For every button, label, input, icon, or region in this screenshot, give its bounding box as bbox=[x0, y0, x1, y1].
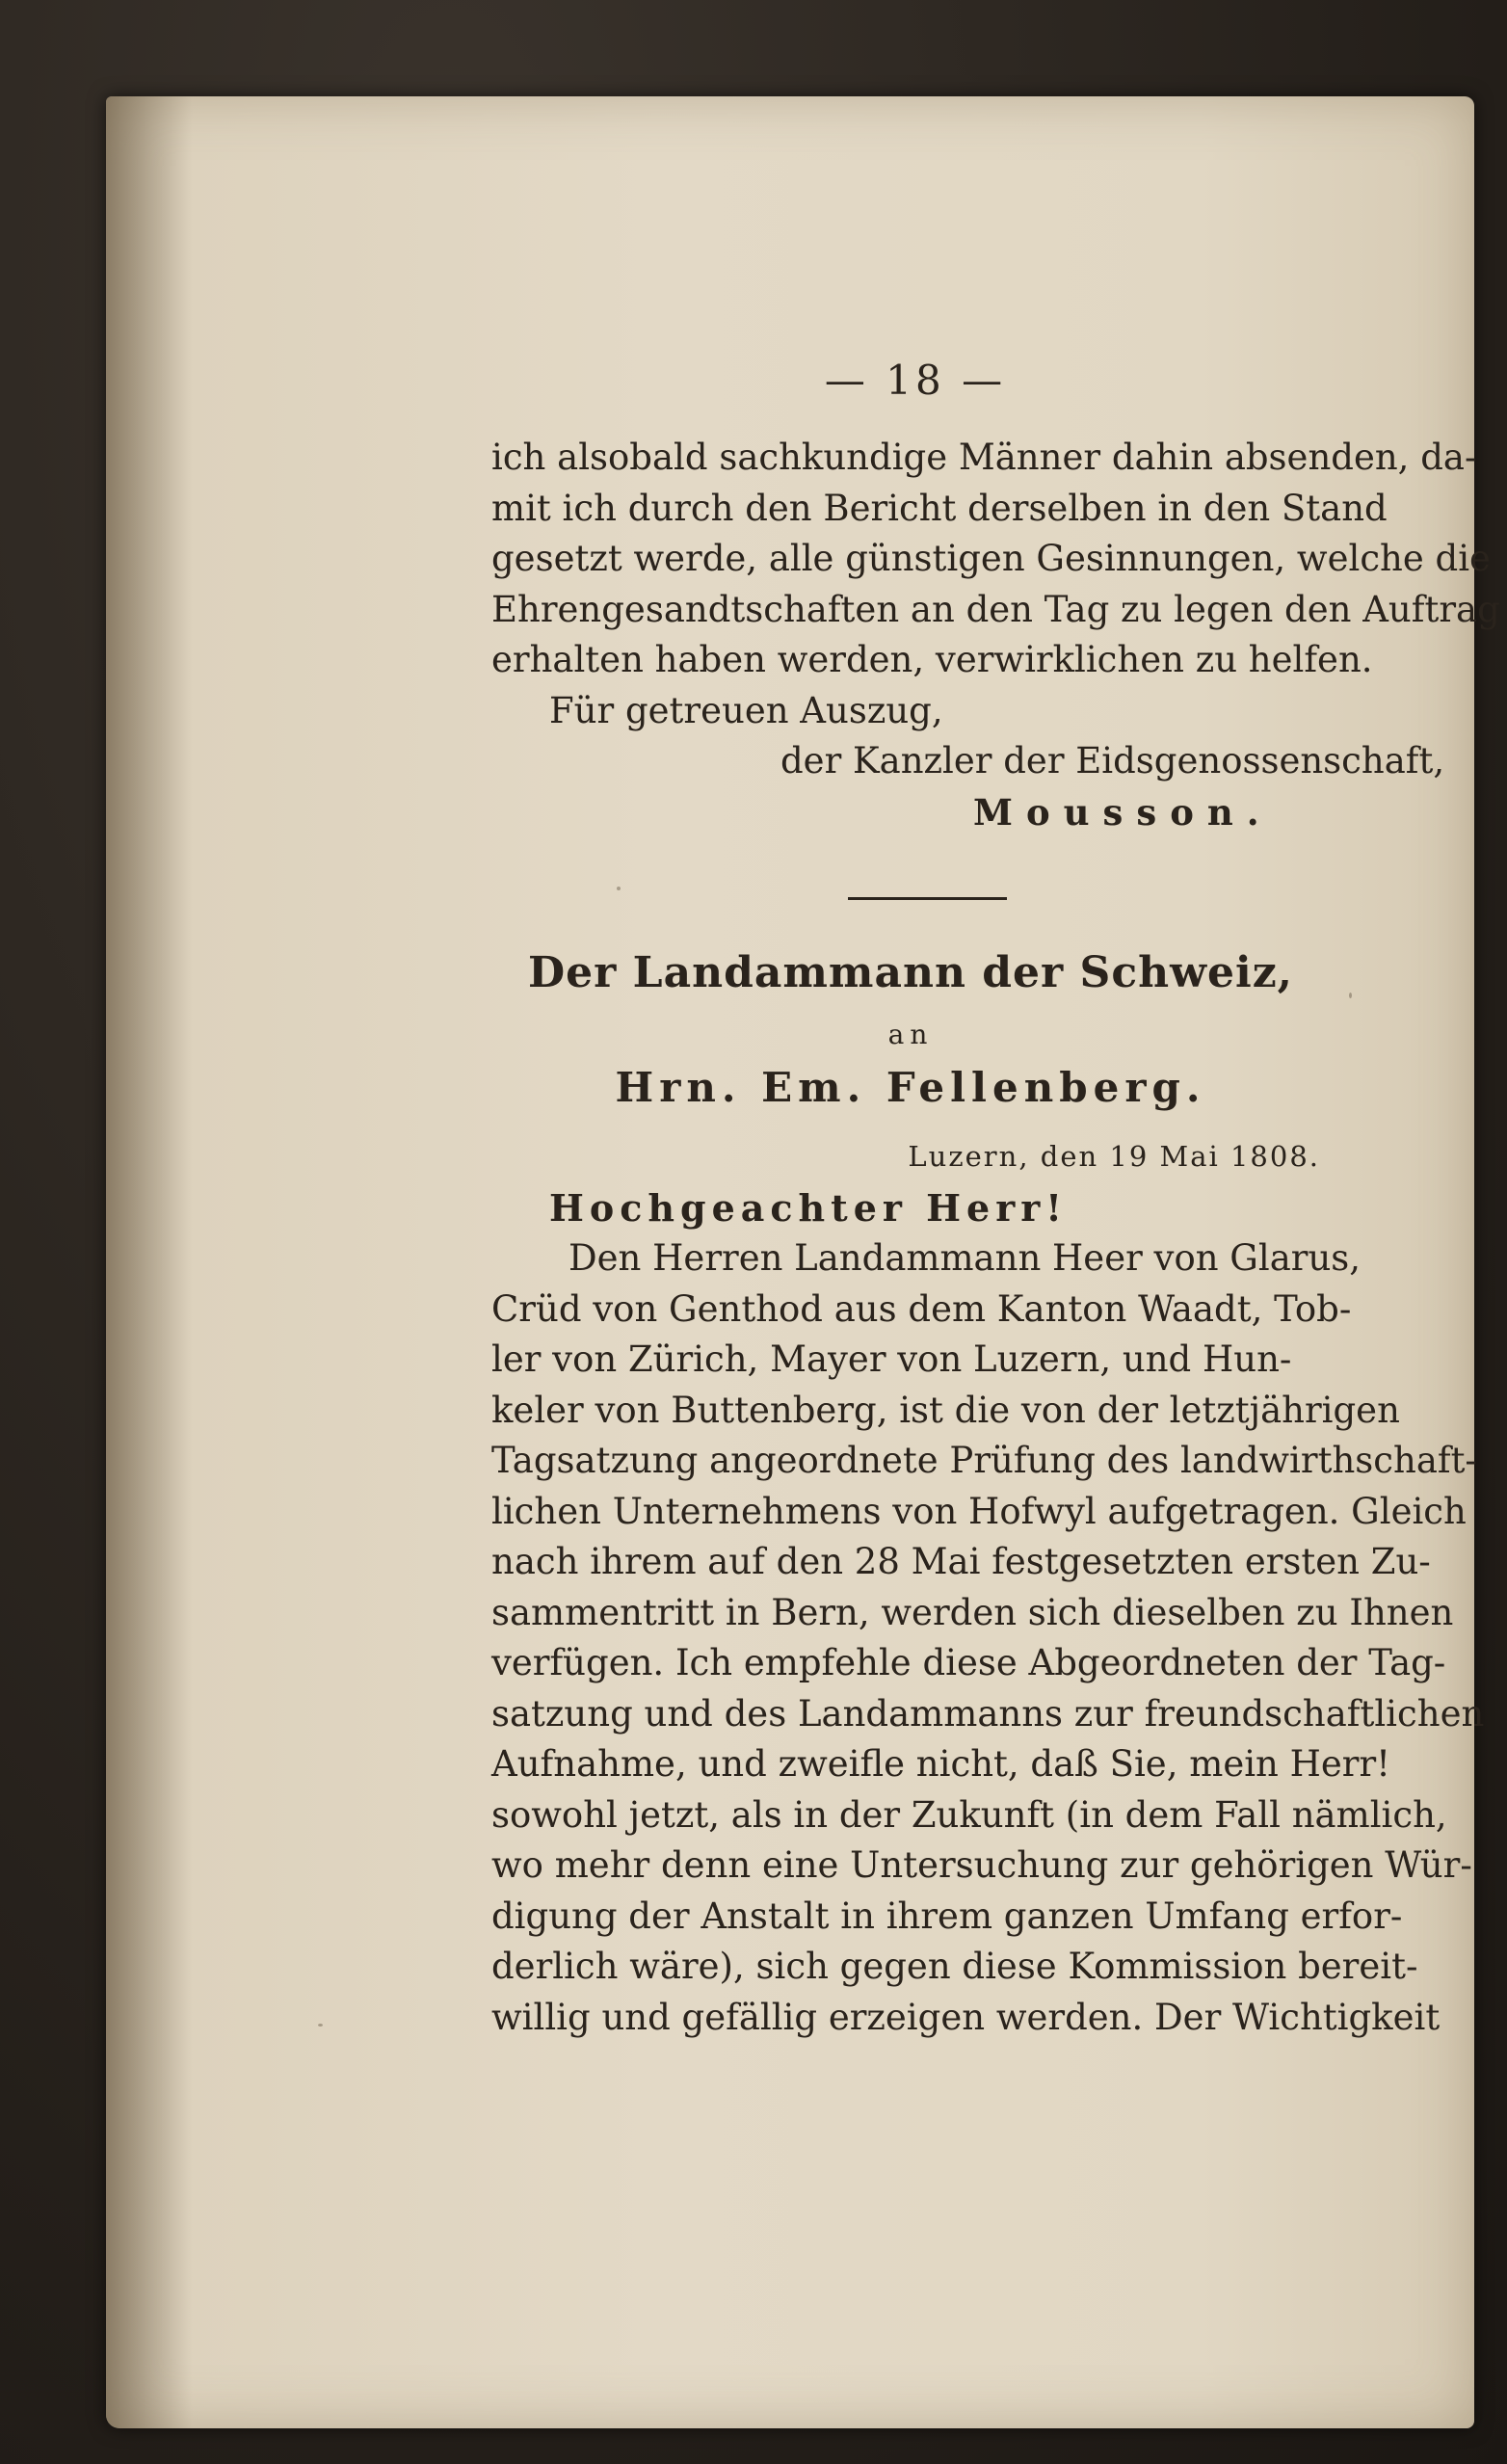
text-line: willig und gefällig erzeigen werden. Der Wichtigkeit bbox=[491, 1996, 1441, 2038]
text-line: mit ich durch den Bericht derselben in den Stand bbox=[491, 487, 1388, 529]
text-line: lichen Unternehmens von Hofwyl aufgetragen. Gleich bbox=[491, 1490, 1467, 1532]
text-line: Crüd von Genthod aus dem Kanton Waadt, Tob- bbox=[491, 1287, 1352, 1330]
address-recipient: Hrn. Em. Fellenberg. bbox=[615, 1064, 1206, 1111]
page-number: — 18 — bbox=[824, 357, 1007, 404]
text-line: digung der Anstalt in ihrem ganzen Umfang erfor- bbox=[491, 1894, 1403, 1937]
text-line: Den Herren Landammann Heer von Glarus, bbox=[568, 1237, 1362, 1279]
dateline: Luzern, den 19 Mai 1808. bbox=[908, 1140, 1320, 1173]
text-line: sowohl jetzt, als in der Zukunft (in dem Fall nämlich, bbox=[491, 1793, 1447, 1836]
letter-heading: Der Landammann der Schweiz, bbox=[528, 948, 1293, 997]
text-line: ler von Zürich, Mayer von Luzern, und Hun- bbox=[491, 1338, 1292, 1380]
text-line: wo mehr denn eine Untersuchung zur gehörigen Wür- bbox=[491, 1844, 1472, 1886]
text-line: gesetzt werde, alle günstigen Gesinnungen, welche die bbox=[491, 538, 1491, 579]
address-preposition: an bbox=[887, 1019, 934, 1050]
text-line: nach ihrem auf den 28 Mai festgesetzten ersten Zu- bbox=[491, 1541, 1431, 1582]
text-line: keler von Buttenberg, ist die von der letztjährigen bbox=[491, 1389, 1400, 1431]
text-line: verfügen. Ich empfehle diese Abgeordneten der Tag- bbox=[491, 1642, 1446, 1683]
text-line: Tagsatzung angeordnete Prüfung des landwirthschaft- bbox=[491, 1440, 1477, 1481]
text-line: erhalten haben werden, verwirklichen zu helfen. bbox=[491, 639, 1373, 680]
text-line: Ehrengesandtschaften an den Tag zu legen den Auftrag bbox=[491, 588, 1500, 630]
letter-body bbox=[491, 1233, 1485, 2043]
salutation: Hochgeachter Herr! bbox=[549, 1186, 1068, 1230]
page-text bbox=[491, 357, 1500, 2043]
closing-block bbox=[491, 686, 1445, 838]
text-line: satzung und des Landammanns zur freundschaftlichen bbox=[491, 1692, 1485, 1735]
text-line: ich alsobald sachkundige Männer dahin absenden, da- bbox=[491, 437, 1477, 478]
paper-speck bbox=[318, 2024, 323, 2027]
text-line: derlich wäre), sich gegen diese Kommission bereit- bbox=[491, 1946, 1418, 1987]
attestation-line: Für getreuen Auszug, bbox=[549, 689, 943, 731]
signature-name: Mousson. bbox=[973, 790, 1273, 834]
text-line: Aufnahme, und zweifle nicht, daß Sie, mein Herr! bbox=[491, 1743, 1391, 1785]
office-line: der Kanzler der Eidsgenossenschaft, bbox=[780, 740, 1445, 782]
text-line: sammentritt in Bern, werden sich dieselben zu Ihnen bbox=[491, 1591, 1454, 1633]
continuation-paragraph bbox=[491, 433, 1500, 686]
section-divider bbox=[848, 897, 1007, 900]
